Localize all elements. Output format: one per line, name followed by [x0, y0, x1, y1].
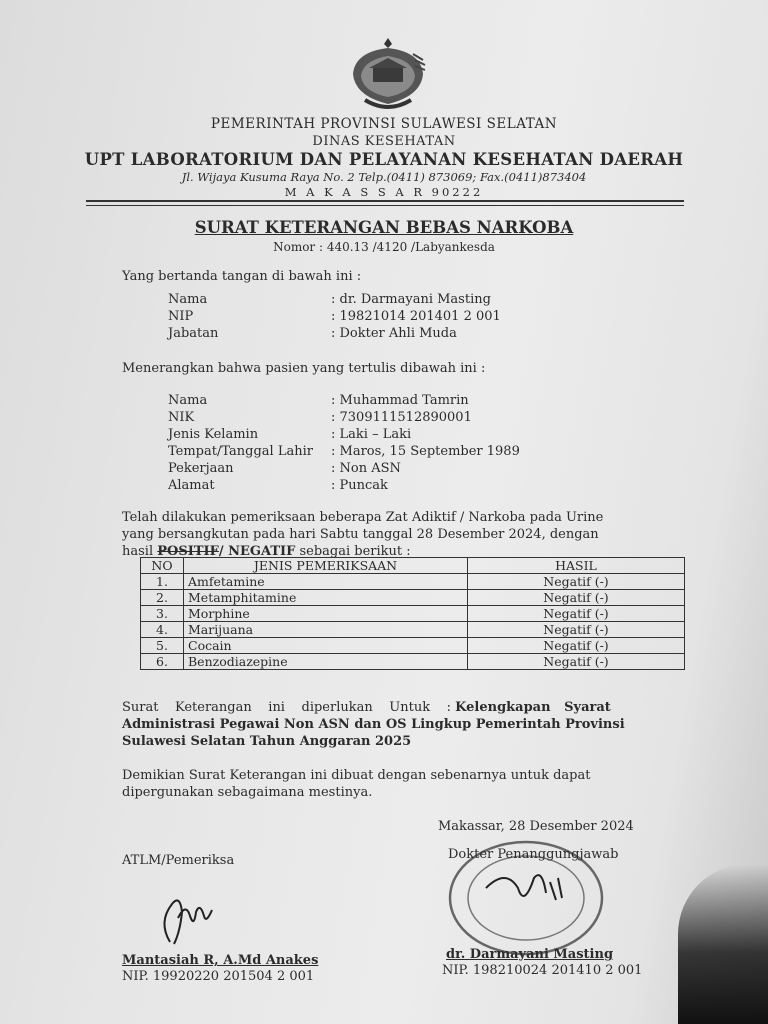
intro-text: Yang bertanda tangan di bawah ini : [122, 269, 362, 284]
header-department: DINAS KESEHATAN [312, 134, 456, 149]
exam-name: Amfetamine [184, 574, 468, 590]
signer-label: NIP [168, 309, 194, 324]
exam-line: Telah dilakukan pemeriksaan beberapa Zat Adiktif / Narkoba pada Urine [122, 510, 604, 525]
signer-label: Jabatan [168, 326, 219, 341]
purpose-line: Administrasi Pegawai Non ASN dan OS Lingkup Pemerintah Provinsi [122, 717, 625, 732]
column-header-result: HASIL [468, 558, 685, 574]
patient-value: : Muhammad Tamrin [331, 393, 469, 408]
patient-value: : Puncak [331, 478, 388, 493]
exam-result: Negatif (-) [468, 590, 685, 606]
closing-line: dipergunakan sebagaimana mestinya. [122, 785, 373, 800]
table-row [141, 590, 685, 606]
patient-value: : Laki – Laki [331, 427, 412, 442]
table-row [141, 622, 685, 638]
patient-value: : Non ASN [331, 461, 401, 476]
exam-result: Negatif (-) [468, 638, 685, 654]
patient-value: : 7309111512890001 [331, 410, 472, 425]
exam-name: Benzodiazepine [184, 654, 468, 670]
table-header-row [141, 558, 685, 574]
row-number: 6. [141, 654, 184, 670]
header-divider [86, 200, 684, 202]
exam-name: Metamphitamine [184, 590, 468, 606]
document-title: SURAT KETERANGAN BEBAS NARKOBA [194, 218, 574, 237]
patient-value: : Maros, 15 September 1989 [331, 444, 520, 459]
signer-value: : dr. Darmayani Masting [331, 292, 491, 307]
right-signer-name: dr. Darmayani Masting [446, 947, 614, 962]
column-header-exam: JENIS PEMERIKSAAN [184, 558, 468, 574]
purpose-paragraph [122, 699, 696, 750]
negatif-text: / NEGATIF [218, 544, 296, 559]
row-number: 3. [141, 606, 184, 622]
table-row [141, 574, 685, 590]
row-number: 1. [141, 574, 184, 590]
header-divider-thin [86, 205, 684, 206]
left-signer-role: ATLM/Pemeriksa [122, 853, 235, 868]
exam-name: Marijuana [184, 622, 468, 638]
closing-line: Demikian Surat Keterangan ini dibuat dengan sebenarnya untuk dapat [122, 768, 591, 783]
patient-label: Alamat [168, 478, 215, 493]
table-row [141, 654, 685, 670]
provincial-emblem-icon [343, 34, 433, 114]
place-date: Makassar, 28 Desember 2024 [438, 819, 634, 834]
table-row [141, 606, 685, 622]
exam-paragraph [122, 509, 690, 560]
row-number: 2. [141, 590, 184, 606]
signer-value: : 19821014 201401 2 001 [331, 309, 501, 324]
exam-name: Cocain [184, 638, 468, 654]
document-number: Nomor : 440.13 /4120 /Labyankesda [273, 240, 495, 254]
row-number: 5. [141, 638, 184, 654]
left-signer-name: Mantasiah R, A.Md Anakes [122, 953, 319, 968]
exam-line: hasil POSITIF/ NEGATIF sebagai berikut : [122, 544, 411, 559]
patient-intro-text: Menerangkan bahwa pasien yang tertulis dibawah ini : [122, 361, 486, 376]
header-government: PEMERINTAH PROVINSI SULAWESI SELATAN [210, 116, 558, 132]
purpose-line: Sulawesi Selatan Tahun Anggaran 2025 [122, 734, 412, 749]
patient-label: NIK [168, 410, 195, 425]
right-signer-nip: NIP. 198210024 201410 2 001 [442, 963, 643, 978]
left-signer-nip: NIP. 19920220 201504 2 001 [122, 969, 315, 984]
signer-value: : Dokter Ahli Muda [331, 326, 457, 341]
signer-label: Nama [168, 292, 208, 307]
column-header-no: NO [141, 558, 184, 574]
exam-name: Morphine [184, 606, 468, 622]
header-address: Jl. Wijaya Kusuma Raya No. 2 Telp.(0411) 873069; Fax.(0411)873404 [181, 170, 587, 184]
table-row [141, 638, 685, 654]
exam-result: Negatif (-) [468, 574, 685, 590]
exam-result: Negatif (-) [468, 654, 685, 670]
exam-result: Negatif (-) [468, 622, 685, 638]
header-city: M A K A S S A R 90222 [284, 185, 484, 199]
exam-line: yang bersangkutan pada hari Sabtu tanggal 28 Desember 2024, dengan [122, 527, 599, 542]
patient-label: Tempat/Tanggal Lahir [168, 444, 313, 459]
positif-struck-text: POSITIF [157, 544, 219, 559]
closing-paragraph [122, 767, 590, 801]
row-number: 4. [141, 622, 184, 638]
patient-label: Jenis Kelamin [168, 427, 259, 442]
patient-label: Pekerjaan [168, 461, 234, 476]
left-signature-icon [150, 882, 230, 952]
patient-label: Nama [168, 393, 208, 408]
exam-result: Negatif (-) [468, 606, 685, 622]
purpose-line: Surat Keterangan ini diperlukan Untuk : Kelengkapan Syarat [122, 700, 611, 715]
results-table [140, 557, 685, 670]
right-signer-role: Dokter Penanggungjawab [448, 847, 619, 862]
header-institution: UPT LABORATORIUM DAN PELAYANAN KESEHATAN DAERAH [84, 150, 684, 169]
